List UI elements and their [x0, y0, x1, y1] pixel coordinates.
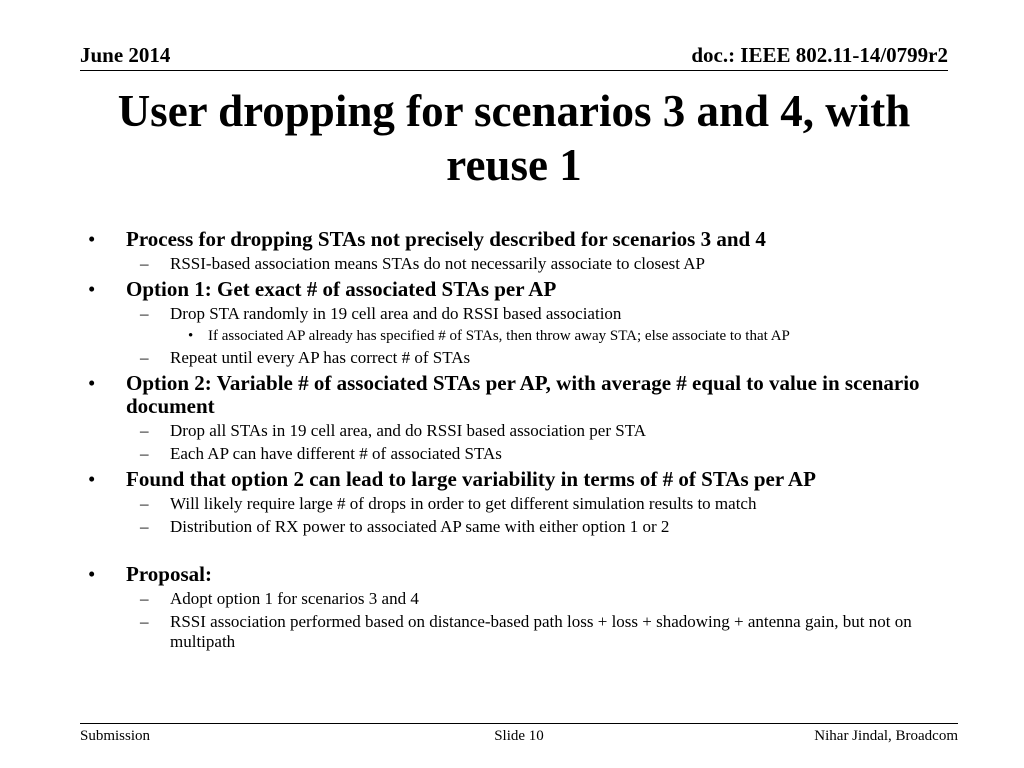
bullet-text: RSSI association performed based on distance-based path loss + loss + shadowing + antenna gain, but not on multipath: [170, 612, 912, 651]
bullet-marker: –: [140, 254, 149, 273]
bullet-level-1: [88, 228, 948, 251]
bullet-spacer: [88, 537, 948, 559]
bullet-text: Will likely require large # of drops in order to get different simulation results to match: [170, 494, 757, 513]
footer-slide-number: Slide 10: [494, 728, 544, 744]
bullet-level-2: [88, 494, 948, 514]
bullet-marker: –: [140, 517, 149, 536]
bullet-marker: –: [140, 304, 149, 323]
header-date: June 2014: [80, 43, 171, 67]
bullet-level-1: [88, 468, 948, 491]
bullet-marker: •: [188, 328, 194, 344]
bullet-text: Repeat until every AP has correct # of STAs: [170, 348, 471, 367]
bullet-level-2: [88, 517, 948, 537]
slide-title: User dropping for scenarios 3 and 4, with reuse 1: [117, 86, 911, 190]
bullet-marker: –: [140, 444, 149, 463]
bullet-text: Option 1: Get exact # of associated STAs per AP: [126, 277, 557, 301]
slide-footer: [80, 723, 958, 750]
bullet-text: Option 2: Variable # of associated STAs per AP, with average # equal to value in scenario document: [126, 371, 920, 418]
bullet-level-2: [88, 254, 948, 274]
bullet-text: Drop STA randomly in 19 cell area and do RSSI based association: [170, 304, 622, 323]
bullet-marker: –: [140, 348, 149, 367]
bullet-text: Each AP can have different # of associated STAs: [170, 444, 502, 463]
bullet-text: Distribution of RX power to associated AP same with either option 1 or 2: [170, 517, 670, 536]
bullet-text: RSSI-based association means STAs do not necessarily associate to closest AP: [170, 254, 706, 273]
bullet-text: Process for dropping STAs not precisely described for scenarios 3 and 4: [126, 227, 766, 251]
bullet-marker: •: [88, 371, 96, 395]
bullet-marker: •: [88, 227, 96, 251]
bullet-level-2: [88, 612, 948, 652]
bullet-list: [88, 224, 948, 652]
bullet-text: Adopt option 1 for scenarios 3 and 4: [170, 589, 419, 608]
bullet-text: Proposal:: [126, 562, 212, 586]
bullet-marker: •: [88, 562, 96, 586]
bullet-text: If associated AP already has specified # of STAs, then throw away STA; else associate to that AP: [208, 328, 790, 344]
bullet-level-1: [88, 278, 948, 301]
bullet-level-2: [88, 421, 948, 441]
bullet-marker: •: [88, 277, 96, 301]
bullet-marker: •: [88, 467, 96, 491]
bullet-level-1: [88, 563, 948, 586]
bullet-level-1: [88, 372, 948, 418]
header-doc-id: doc.: IEEE 802.11-14/0799r2: [691, 43, 948, 67]
slide-header: [80, 40, 948, 71]
bullet-text: Found that option 2 can lead to large variability in terms of # of STAs per AP: [126, 467, 816, 491]
bullet-marker: –: [140, 421, 149, 440]
bullet-level-2: [88, 304, 948, 324]
bullet-text: Drop all STAs in 19 cell area, and do RSSI based association per STA: [170, 421, 647, 440]
bullet-level-2: [88, 444, 948, 464]
bullet-level-2: [88, 348, 948, 368]
bullet-level-3: [88, 327, 948, 345]
bullet-level-2: [88, 589, 948, 609]
bullet-marker: –: [140, 612, 149, 631]
footer-author: Nihar Jindal, Broadcom: [814, 728, 958, 744]
bullet-marker: –: [140, 494, 149, 513]
bullet-marker: –: [140, 589, 149, 608]
footer-submission: Submission: [80, 728, 151, 744]
